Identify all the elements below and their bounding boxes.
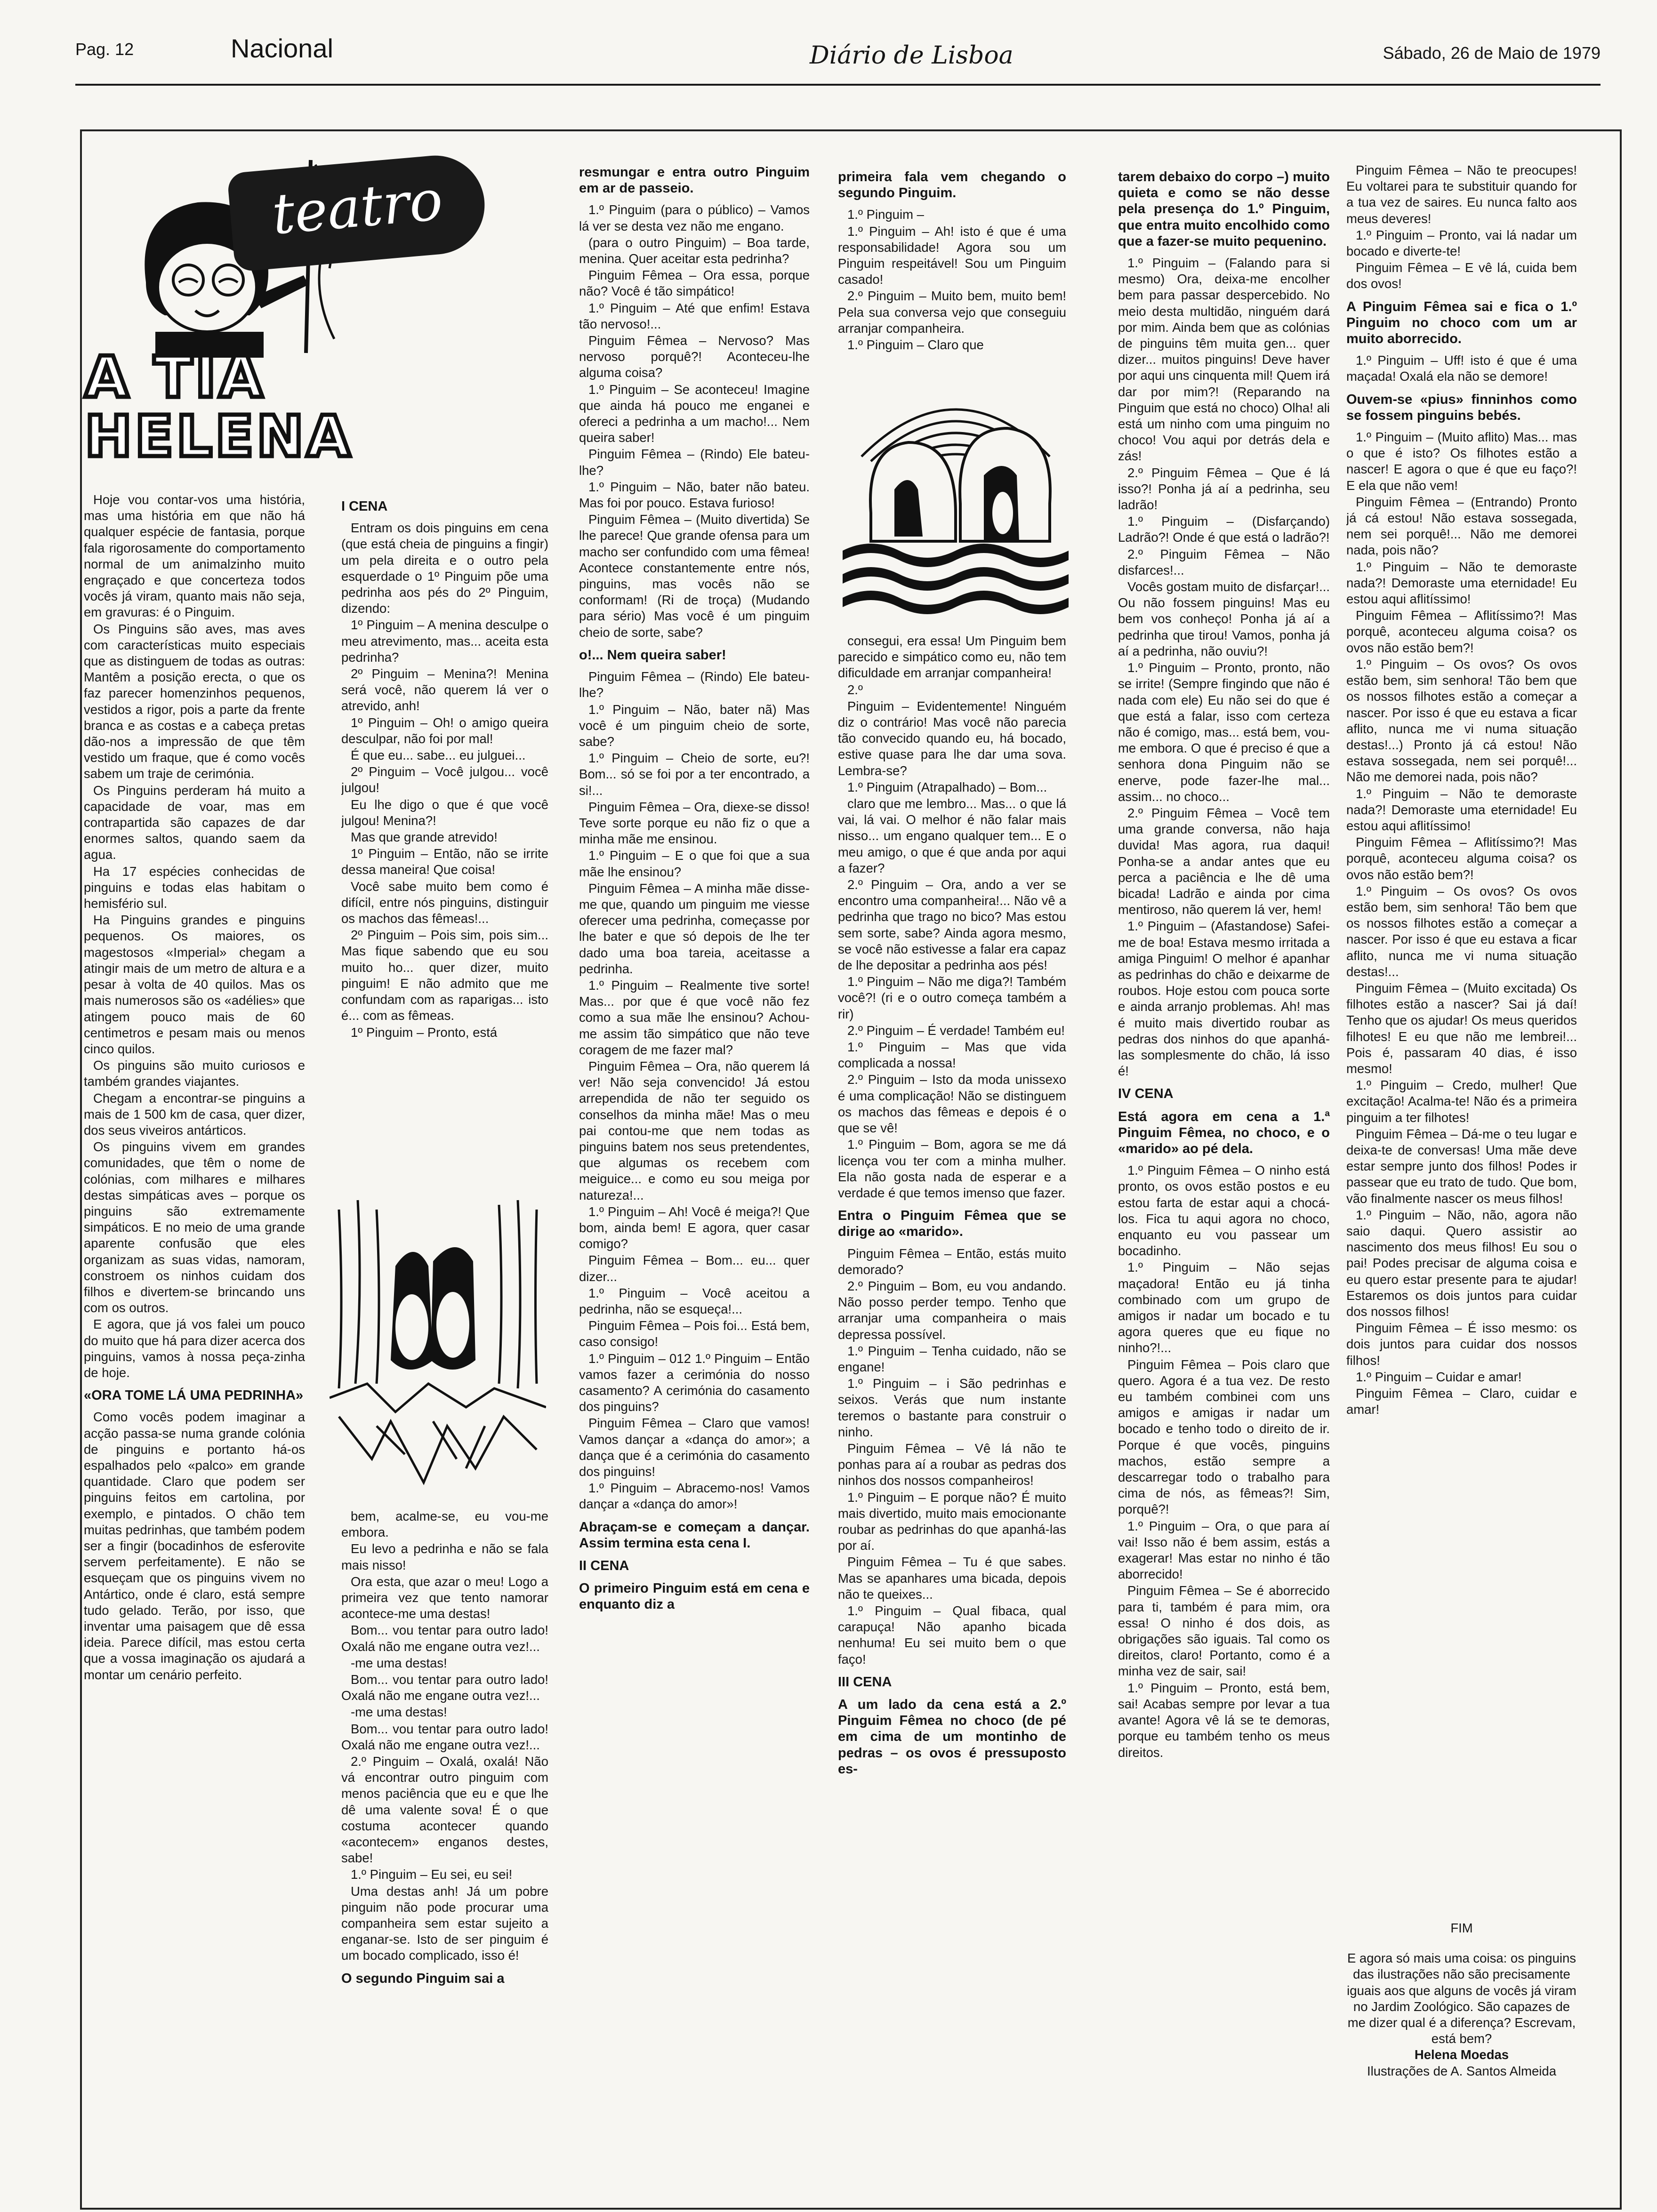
page-number: Pag. 12 — [75, 40, 134, 59]
paragraph: 2.º Pinguim – Oxalá, oxalá! Não vá encontrar outro pinguim com menos paciência que eu e que lhe dê uma valente sova! É o que costuma acontecer quando «acontecem» enganos destes, sabe! — [341, 1754, 548, 1866]
paragraph: E agora, que já vos falei um pouco do muito que há para dizer acerca dos pinguins, vamos à nossa peça-zinha de hoje. — [84, 1317, 305, 1380]
penguins-stage-illustration — [330, 1191, 546, 1501]
column-5 — [1118, 162, 1330, 2191]
masthead: Diário de Lisboa — [810, 41, 1014, 70]
stage-direction: Está agora em cena a 1.ª Pinguim Fêmea, no choco, e o «marido» ao pé dela. — [1118, 1109, 1330, 1156]
stage-direction: resmungar e entra outro Pinguim em ar de passeio. — [579, 165, 810, 196]
paragraph: Pinguim Fêmea – Ora, não querem lá ver! Não seja convencido! Já estou arrependida de não ter seguido os conselhos da minha mãe! Mas o meu pai contou-me que nem todas as pinguins batem nos seus pretendentes, que algumas os recebem com meiguice... e como eu sou meiga por natureza!... — [579, 1058, 810, 1202]
stage-direction: Entra o Pinguim Fêmea que se dirige ao «marido». — [838, 1208, 1066, 1240]
paragraph: Vocês gostam muito de disfarçar!... Ou não fossem pinguins! Mas eu bem vos conheço! Ponha já aí a pedrinha que tirou! Vamos, ponha já aí a pedrinha, não ouviu?! — [1118, 579, 1330, 658]
paragraph: 1.º Pinguim – Ora, o que para aí vai! Isso não é bem assim, estás a exagerar! Mas estar no ninho é tão aborrecido! — [1118, 1518, 1330, 1582]
paragraph: Os Pinguins perderam há muito a capacidade de voar, mas em contrapartida são capazes de dar enormes saltos, quando saem da agua. — [84, 783, 305, 862]
paragraph: 1.º Pinguim – Credo, mulher! Que excitação! Acalma-te! Não és a primeira pinguim a ter filhotes! — [1346, 1078, 1577, 1125]
paragraph: 1.º Pinguim (para o público) – Vamos lá ver se desta vez não me engano. — [579, 202, 810, 233]
article-title — [85, 345, 354, 470]
title-line-2: HELENA — [85, 404, 354, 470]
paragraph: 1.º Pinguim – E o que foi que a sua mãe lhe ensinou? — [579, 848, 810, 879]
paragraph: Pinguim – Evidentemente! Ninguém diz o contrário! Mas você não parecia tão convecido quando eu, há bocado, estive quase para lhe dar uma sova. Lembra-se? — [838, 698, 1066, 778]
paragraph: Pinguim Fêmea – Aflitíssimo?! Mas porquê, aconteceu alguma coisa? os ovos não estão bem?! — [1346, 835, 1577, 882]
stage-direction: O primeiro Pinguim está em cena e enquanto diz a — [579, 1581, 810, 1612]
paragraph: 1º Pinguim – A menina desculpe o meu atrevimento, mas... aceita esta pedrinha? — [341, 617, 548, 665]
paragraph: Pinguim Fêmea – (Entrando) Pronto já cá estou! Não estava sossegada, nem sei porquê!... Não me demorei nada, pois não? — [1346, 494, 1577, 558]
paragraph: 1.º Pinguim – Se aconteceu! Imagine que ainda há pouco me enganei e ofereci a pedrinha a um macho!... Nem queira saber! — [579, 382, 810, 445]
paragraph: -me uma destas! — [351, 1705, 447, 1720]
paragraph: Pinguim Fêmea – Dá-me o teu lugar e deixa-te de conversas! Uma mãe deve estar sempre junto dos filhos! Podes ir passear que eu trato de tudo. Que bom, vão finalmente nascer os meus filhos! — [1346, 1126, 1577, 1206]
paragraph: Pinguim Fêmea – Tu é que sabes. Mas se apanhares uma bicada, depois não te queixes... — [838, 1555, 1066, 1602]
penguins-igloo-illustration — [843, 372, 1069, 631]
paragraph: 1.º Pinguim – Pronto, está bem, sai! Acabas sempre por levar a tua avante! Agora vê lá se te demoras, porque eu também tenho os meus direitos. — [1118, 1680, 1330, 1760]
stage-direction: II CENA — [579, 1558, 629, 1574]
paragraph: Hoje vou contar-vos uma história, mas uma história em que não há qualquer espécie de fantasia, porque fala rigorosamente do comportamento normal de um animalzinho muito engraçado e que concerteza todos vocês já viram, quanto mais não seja, em gravuras: é o Pinguim. — [84, 492, 305, 620]
paragraph: Os Pinguins são aves, mas aves com características muito especiais que as distinguem de todas as outras: Mantêm a posição erecta, o que os faz parecer homenzinhos pequenos, vestidos a rigor, pois a parte da frente branca e as costas e a cabeça pretas dão-nos a impressão de que têm vestido um fraque, que é como vocês sabem um traje de cerimónia. — [84, 621, 305, 781]
stage-direction: tarem debaixo do corpo –) muito quieta e como se não desse pela presença do 1.º Pinguim, que entra muito encolhido como que a fazer-se muito pequenino. — [1118, 169, 1330, 249]
paragraph: 1.º Pinguim – Realmente tive sorte! Mas... por que é que você não fez como a sua mãe lhe ensinou? Achou-me assim tão simpático que não teve coragem de me fazer mal? — [579, 978, 810, 1057]
paragraph: Ha 17 espécies conhecidas de pinguins e todas elas habitam o hemisfério sul. — [84, 864, 305, 911]
paragraph: 1.º Pinguim – E porque não? É muito mais divertido, muito mais emocionante roubar as pedrinhas do que apanhá-las por aí. — [838, 1490, 1066, 1553]
paragraph: Pinguim Fêmea – Nervoso? Mas nervoso porquê?! Aconteceu-lhe alguma coisa? — [579, 333, 810, 380]
paragraph: 1.º Pinguim – Não, bater não bateu. Mas foi por pouco. Estava furioso! — [579, 479, 810, 511]
paragraph: 1.º Pinguim – Tenha cuidado, não se engane! — [838, 1343, 1066, 1374]
paragraph: 2.º Pinguim – Isto da moda unissexo é uma complicação! Não se distinguem os machos das fêmeas e depois é o que se vê! — [838, 1072, 1066, 1136]
paragraph: 1.º Pinguim – Não te demoraste nada?! Demoraste uma eternidade! Eu estou aqui aflitíssimo! — [1346, 559, 1577, 607]
paragraph: Pinguim Fêmea – A minha mãe disse-me que, quando um pinguim me viesse oferecer uma pedrinha, começasse por lhe bater e que só depois de lhe ter dado uma boa tareia, aceitasse a pedrinha. — [579, 881, 810, 976]
paragraph: 1.º Pinguim – Eu sei, eu sei! — [351, 1867, 513, 1882]
paragraph: Pinguim Fêmea – Pois claro que quero. Agora é a tua vez. De resto eu também combinei com uns amigos e amigas ir nadar um bocado e tenho todo o direito de ir. Porque é que vocês, pinguins machos, estão sempre a descarregar todo o trabalho para cima de nós, as fêmeas?! Sim, porquê?! — [1118, 1357, 1330, 1517]
column-3 — [579, 158, 810, 2196]
paragraph: 1.º Pinguim – Não te demoraste nada?! Demoraste uma eternidade! Eu estou aqui aflitíssimo! — [1346, 786, 1577, 833]
stage-direction: A Pinguim Fêmea sai e fica o 1.º Pinguim no choco com um ar muito aborrecido. — [1346, 299, 1577, 347]
paragraph: 1.º Pinguim – Cheio de sorte, eu?! Bom... só se foi por a ter encontrado, a si!... — [579, 751, 810, 798]
paragraph: Bom... vou tentar para outro lado! Oxalá não me engane outra vez!... — [341, 1721, 548, 1752]
paragraph: 2.º Pinguim – É verdade! Também eu! — [847, 1023, 1065, 1038]
illustration-credit: Ilustrações de A. Santos Almeida — [1367, 2063, 1557, 2078]
column-4-continued — [838, 633, 1066, 2191]
paragraph: Pinguim Fêmea – E vê lá, cuida bem dos ovos! — [1346, 260, 1577, 291]
fim-label: FIM — [1450, 1921, 1473, 1935]
paragraph: 1.º Pinguim – Não, não, agora não saio daqui. Quero assistir ao nascimento dos meus filhos! Eu sou o pai! Podes precisar de alguma coisa e eu quero estar presente para te ajudar! Estaremos os dois juntos para cuidar dos nossos filhos! — [1346, 1207, 1577, 1319]
column-1 — [84, 492, 305, 2191]
paragraph: Bom... vou tentar para outro lado! Oxalá não me engane outra vez!... — [341, 1672, 548, 1703]
paragraph: Pinguim Fêmea – Aflitíssimo?! Mas porquê, aconteceu alguma coisa? os ovos não estão bem?! — [1346, 608, 1577, 655]
stage-direction: IV CENA — [1118, 1086, 1174, 1102]
paragraph: -me uma destas! — [351, 1655, 447, 1670]
paragraph: 1.º Pinguim – — [847, 207, 924, 222]
paragraph: 2.º Pinguim – Ora, ando a ver se encontro uma companheira!... Não vê a pedrinha que trago no bico? Mas estou sem sorte, sabe? Ainda agora mesmo, se você não estivesse a falar era capaz de lhe depositar a pedrinha aos pés! — [838, 877, 1066, 973]
paragraph: 2.º Pinguim Fêmea – Que é lá isso?! Ponha já aí a pedrinha, seu ladrão! — [1118, 465, 1330, 513]
stage-direction: I CENA — [341, 499, 388, 514]
paragraph: claro que me lembro... Mas... o que lá vai, lá vai. O melhor é não falar mais nisso... um engano qualquer tem... E o meu amigo, o que é que anda por aqui a fazer? — [838, 796, 1066, 875]
paragraph: É que eu... sabe... eu julguei... — [351, 748, 526, 763]
stage-direction: O segundo Pinguim sai a — [341, 1971, 505, 1986]
paragraph: consegui, era essa! Um Pinguim bem parecido e simpático como eu, não tem dificuldade em arranjar companheira! — [838, 633, 1066, 681]
paragraph: Os pinguins são muito curiosos e também grandes viajantes. — [84, 1058, 305, 1089]
paragraph: Pinguim Fêmea – (Rindo) Ele bateu-lhe? — [579, 669, 810, 700]
paragraph: 2.º Pinguim – Bom, eu vou andando. Não posso perder tempo. Tenho que arranjar uma companheira o mais depressa possível. — [838, 1278, 1066, 1342]
stage-direction: Abraçam-se e começam a dançar. Assim termina esta cena I. — [579, 1519, 810, 1551]
paragraph: 2.º Pinguim – Muito bem, muito bem! Pela sua conversa vejo que conseguiu arranjar companheira. — [838, 289, 1066, 336]
paragraph: Pinguim Fêmea – Vê lá não te ponhas para aí a roubar as pedras dos ninhos dos nossos companheiros! — [838, 1441, 1066, 1488]
paragraph: 1.º Pinguim – Cuidar e amar! — [1356, 1369, 1522, 1384]
page-header — [75, 33, 1601, 85]
paragraph: Pinguim Fêmea – Pois foi... Está bem, caso consigo! — [579, 1318, 810, 1349]
paragraph: Entram os dois pinguins em cena (que está cheia de pinguins a fingir) um pela direita e o outro pela esquerdade o 1º Pinguim põe uma pedrinha aos pés do 2º Pinguim, dizendo: — [341, 521, 548, 616]
paragraph: 1º Pinguim – Pronto, está — [351, 1025, 498, 1040]
column-2 — [341, 492, 548, 1179]
paragraph: 1.º Pinguim – (Falando para si mesmo) Ora, deixa-me encolher bem para passar despercebido. No meio desta multidão, ninguém dará por mim. Ainda bem que as colónias de pinguins têm muita gen... quer dizer... muitos pinguins! Deve haver por aqui uns cinquenta mil! Quem irá dar por mim?! (Reparando na Pinguim que está no choco) Olha! ali está um ninho com uma pinguim no choco! Vou aqui por detrás dela e zás! — [1118, 256, 1330, 464]
stage-direction: o!... Nem queira saber! — [579, 647, 726, 663]
paragraph: 1.º Pinguim – Até que enfim! Estava tão nervoso!... — [579, 300, 810, 331]
paragraph: Pinguim Fêmea – (Muito divertida) Se lhe parece! Que grande ofensa para um macho ser confundido com uma fêmea! Acontece constantemente entre nós, pinguins, mas vocês não se conformam! (Ri de troça) (Mudando para sério) Mas você é um pinguim cheio de sorte, sabe? — [579, 512, 810, 640]
paragraph: 2º Pinguim – Menina?! Menina será você, não querem lá ver o atrevido, anh! — [341, 666, 548, 713]
paragraph: Pinguim Fêmea – Bom... eu... quer dizer... — [579, 1253, 810, 1284]
paragraph: Pinguim Fêmea – Ora essa, porque não? Você é tão simpático! — [579, 268, 810, 299]
title-line-1: A TIA — [85, 345, 266, 410]
stage-direction: «ORA TOME LÁ UMA PEDRINHA» — [84, 1388, 304, 1403]
paragraph: 1.º Pinguim – Bom, agora se me dá licença vou ter com a minha mulher. Ela não gosta nada de esperar e a verdade é que temos imenso que fazer. — [838, 1137, 1066, 1200]
column-2-continued — [341, 1508, 548, 2191]
stage-direction: A um lado da cena está a 2.º Pinguim Fêmea no choco (de pé em cima de um montinho de pedras – os ovos é pressuposto es- — [838, 1697, 1066, 1777]
paragraph: 1.º Pinguim – i São pedrinhas e seixos. Verás que num instante teremos o bastante para construir o ninho. — [838, 1376, 1066, 1439]
paragraph: 2.º — [847, 682, 863, 697]
ending-note: E agora só mais uma coisa: os pinguins das ilustrações não são precisamente iguais aos que alguns de vocês já viram no Jardim Zoológico. São capazes de me dizer qual é a diferença? Escrevam, está bem? — [1347, 1951, 1577, 2046]
paragraph: Pinguim Fêmea – É isso mesmo: os dois juntos para cuidar dos nossos filhos! — [1346, 1321, 1577, 1368]
paragraph: 1.º Pinguim Fêmea – O ninho está pronto, os ovos estão postos e eu estou farta de estar aqui a chocá-los. Fica tu aqui agora no choco, enquanto eu vou passear um bocadinho. — [1118, 1163, 1330, 1258]
paragraph: 1º Pinguim – Então, não se irrite dessa maneira! Que coisa! — [341, 846, 548, 877]
column-4 — [838, 162, 1066, 360]
paragraph: 1.º Pinguim – Qual fibaca, qual carapuça! Não apanho bicada nenhuma! Eu sei muito bem o que faço! — [838, 1603, 1066, 1667]
paragraph: 1.º Pinguim – Ah! Você é meiga?! Que bom, ainda bem! E agora, quer casar comigo? — [579, 1204, 810, 1251]
paragraph: Uma destas anh! Já um pobre pinguim não pode procurar uma companheira sem estar sujeito a enganar-se. Isto de ser pinguim é um bocado complicado, isso é! — [341, 1883, 548, 1963]
paragraph: Pinguim Fêmea – Claro, cuidar e amar! — [1346, 1386, 1577, 1417]
paragraph: 1.º Pinguim (Atrapalhado) – Bom... — [847, 779, 1047, 794]
header-rule — [75, 84, 1601, 86]
stage-direction: primeira fala vem chegando o segundo Pinguim. — [838, 169, 1066, 201]
issue-date: Sábado, 26 de Maio de 1979 — [1383, 43, 1601, 63]
paragraph: 1.º Pinguim – (Muito aflito) Mas... mas o que é isto? Os filhotes estão a nascer! E agora o que é que eu faço?! E ela que não vem! — [1346, 430, 1577, 493]
teatro-banner: teatro — [227, 152, 489, 272]
paragraph: 1.º Pinguim – (Afastandose) Safei-me de boa! Estava mesmo irritada a amiga Pinguim! O melhor é apanhar as pedrinhas do chão e deixarme de roubos. Hoje estou com pouca sorte e ainda arranjo problemas. Ah! mas é muito mais divertido roubar as pedras dos ninhos do que apanhá-las somplesmente do chão, lá isso é! — [1118, 919, 1330, 1079]
paragraph: 2.º Pinguim Fêmea – Não disfarces!... — [1118, 546, 1330, 577]
stage-direction: Ouvem-se «pius» finninhos como se fossem pinguins bebés. — [1346, 392, 1577, 423]
paragraph: 1.º Pinguim – (Disfarçando) Ladrão?! Onde é que está o ladrão?! — [1118, 514, 1330, 545]
column-6 — [1346, 162, 1577, 1913]
paragraph: Bom... vou tentar para outro lado! Oxalá não me engane outra vez!... — [341, 1623, 548, 1654]
paragraph: 1.º Pinguim – Abracemo-nos! Vamos dançar a «dança do amor»! — [579, 1481, 810, 1512]
paragraph: 1º Pinguim – Oh! o amigo queira desculpar, não foi por mal! — [341, 715, 548, 746]
paragraph: Pinguim Fêmea – (Muito excitada) Os filhotes estão a nascer? Sai já daí! Tenho que os ajudar! Os meus queridos filhotes! E eu que não me lembrei!... Pois é, passaram 40 dias, é isso mesmo! — [1346, 980, 1577, 1076]
paragraph: 2º Pinguim – Pois sim, pois sim... Mas fique sabendo que eu sou muito ho... quer dizer, muito pinguim! E não admito que me confundam com as raparigas... isto é... com as fêmeas. — [341, 928, 548, 1023]
paragraph: 1.º Pinguim – Não me diga?! Também você?! (ri e o outro começa também a rir) — [838, 974, 1066, 1021]
paragraph: 1.º Pinguim – Os ovos? Os ovos estão bem, sim senhora! Tão bem que os nossos filhotes estão a começar a nascer. Por isso é que eu estava a ficar aflito, nunca me vi numa situação destas!...) Pronto já cá estou! Não estava sossegada, nem sei porquê!... Não me demorei nada, pois não? — [1346, 657, 1577, 785]
paragraph: (para o outro Pinguim) – Boa tarde, menina. Quer aceitar esta pedrinha? — [579, 235, 810, 266]
ending-block — [1346, 1920, 1577, 2193]
paragraph: 1.º Pinguim – Não sejas maçadora! Então eu já tinha combinado com um grupo de amigos ir nadar um bocado e tu agora queres que eu fique no ninho?!... — [1118, 1260, 1330, 1355]
paragraph: Você sabe muito bem como é difícil, entre nós pinguins, distinguir os machos das fêmeas!... — [341, 879, 548, 926]
paragraph: Chegam a encontrar-se pinguins a mais de 1 500 km de casa, quer dizer, dos seus viveiros antárticos. — [84, 1090, 305, 1138]
paragraph: 1.º Pinguim – Não, bater nã) Mas você é um pinguim cheio de sorte, sabe? — [579, 702, 810, 749]
paragraph: Mas que grande atrevido! — [351, 830, 498, 845]
paragraph: Como vocês podem imaginar a acção passa-se numa grande colónia de pinguins e portanto há-os espalhados pelo «palco» em grande quantidade. Claro que podem ser pinguins feitos em cartolina, por exemplo, e pintados. O chão tem muitas pedrinhas, que também podem ser a fingir (bocadinhos de esferovite servem perfeitamente). E não se esqueçam que os pinguins vivem no Antártico, onde é claro, está sempre tudo gelado. Terão, por isso, que inventar uma paisagem que dê essa ideia. Parece difícil, mas estou certa que a vossa imaginação os ajudará a montar um cenário perfeito. — [84, 1410, 305, 1682]
paragraph: 1.º Pinguim – 012 1.º Pinguim – Então vamos fazer a cerimónia do nosso casamento? A cerimónia do casamento dos pinguins? — [579, 1351, 810, 1414]
paragraph: Eu lhe digo o que é que você julgou! Menina?! — [341, 797, 548, 828]
paragraph: bem, acalme-se, eu vou-me embora. — [341, 1509, 548, 1540]
paragraph: Os pinguins vivem em grandes comunidades, que têm o nome de colónias, com milhares e milhares destas simpáticas aves – porque os pinguins são extremamente simpáticos. E no meio de uma grande aparente confusão que eles organizam as suas vidas, namoram, constroem os ninhos cuidam dos filhos e divertem-se brincando uns com os outros. — [84, 1139, 305, 1315]
paragraph: 1.º Pinguim – Os ovos? Os ovos estão bem, sim senhora! Tão bem que os nossos filhotes estão a começar a nascer. Por isso é que eu estava a ficar aflito, nunca me vi numa situação destas!... — [1346, 883, 1577, 979]
paragraph: Ha Pinguins grandes e pinguins pequenos. Os maiores, os magestosos «Imperial» chegam a atingir mais de um metro de altura e a pesar à volta de 40 quilos. Mas os mais numerosos são os «adélies» que atingem pouco mais de 60 centimetros e pesam mais ou menos cinco quilos. — [84, 913, 305, 1056]
paragraph: Pinguim Fêmea – Ora, diexe-se disso! Teve sorte porque eu não fiz o que a minha mãe me ensinou. — [579, 799, 810, 847]
paragraph: 1.º Pinguim – Claro que — [847, 337, 984, 353]
paragraph: Eu levo a pedrinha e não se fala mais nisso! — [341, 1541, 548, 1572]
paragraph: 2.º Pinguim Fêmea – Você tem uma grande conversa, não haja duvida! Mas agora, rua daqui! Ponha-se a andar antes que eu perca a paciência e lhe dê uma bicada! Ladrão e ainda por cima mentiroso, não querem lá ver, hem! — [1118, 805, 1330, 917]
paragraph: 1.º Pinguim – Pronto, vai lá nadar um bocado e diverte-te! — [1346, 227, 1577, 259]
paragraph: Pinguim Fêmea – (Rindo) Ele bateu-lhe? — [579, 447, 810, 478]
paragraph: 2º Pinguim – Você julgou... você julgou! — [341, 764, 548, 795]
paragraph: 1.º Pinguim – Você aceitou a pedrinha, não se esqueça!... — [579, 1285, 810, 1317]
paragraph: Pinguim Fêmea – Então, estás muito demorado? — [838, 1246, 1066, 1277]
paragraph: 1.º Pinguim – Pronto, pronto, não se irrite! (Sempre fingindo que não é nada com ele) Eu não sei do que é que está a falar, isso com certeza não é comigo, mas... está bem, vou-me embora. O que é preciso é que a senhora dona Pinguim não se enerve, pode fazer-lhe mal... assim... no choco... — [1118, 660, 1330, 804]
stage-direction: III CENA — [838, 1674, 892, 1690]
author-name: Helena Moedas — [1414, 2047, 1509, 2062]
section-name: Nacional — [231, 33, 333, 63]
paragraph: 1.º Pinguim – Mas que vida complicada a nossa! — [838, 1040, 1066, 1071]
paragraph: Ora esta, que azar o meu! Logo a primeira vez que tento namorar acontece-me uma destas! — [341, 1574, 548, 1621]
paragraph: Pinguim Fêmea – Claro que vamos! Vamos dançar a «dança do amor»; a dança que é a cerimónia do casamento dos pinguins! — [579, 1416, 810, 1479]
paragraph: 1.º Pinguim – Uff! isto é que é uma maçada! Oxalá ela não se demore! — [1346, 353, 1577, 384]
paragraph: 1.º Pinguim – Ah! isto é que é uma responsabilidade! Agora sou um Pinguim respeitável! Sou um Pinguim casado! — [838, 224, 1066, 287]
paragraph: Pinguim Fêmea – Se é aborrecido para ti, também é para mim, ora essa! O ninho é dos dois, as obrigações são iguais. Tal como os direitos, claro! Portanto, como é a minha vez de sair, sai! — [1118, 1583, 1330, 1679]
paragraph: Pinguim Fêmea – Não te preocupes! Eu voltarei para te substituir quando for a tua vez de saires. Eu nunca falto aos meus deveres! — [1346, 163, 1577, 226]
